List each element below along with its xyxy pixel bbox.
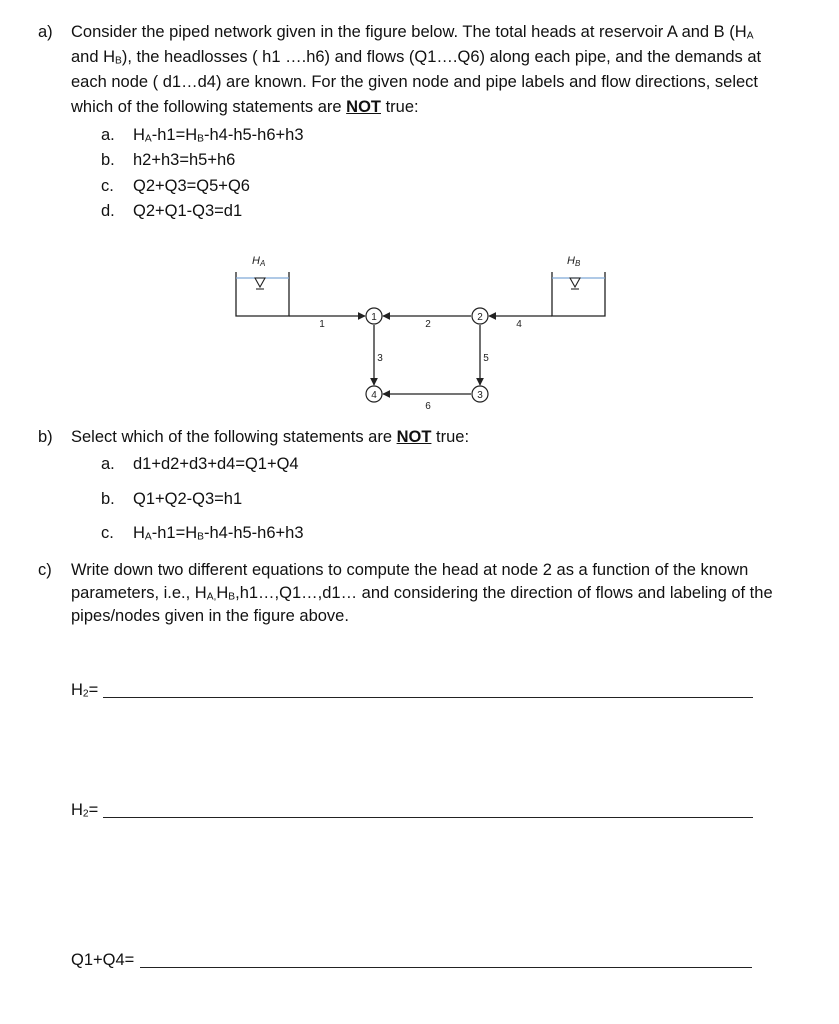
answer-h2-second-line[interactable] <box>103 817 753 818</box>
option-b-letter: b. <box>101 151 115 169</box>
option-c-letter: c. <box>101 177 114 195</box>
option-c-text: Q2+Q3=Q5+Q6 <box>133 177 250 195</box>
option-b-text: h2+h3=h5+h6 <box>133 151 236 169</box>
node-4-label: 4 <box>371 390 377 401</box>
answer-h2-first-label: $H_2=$ <box>71 681 99 700</box>
option-a-letter: a. <box>101 126 115 144</box>
question-a-label: a) <box>38 23 53 41</box>
node-2-label: 2 <box>477 312 483 323</box>
question-a-line-3: each node ( d1…d4) are known. For the given node and pipe labels and flow directions, select <box>71 73 759 91</box>
question-c-line-2: parameters, i.e., $H_{A,}H_B,h1\dots,Q1\dots,d1\dots$ and considering the direction of flows and labeling of the <box>71 584 773 603</box>
option-b-b-text: Q1+Q2-Q3=h1 <box>133 490 243 508</box>
option-b-c-text: $H_A-h1=H_B-h4-h5-h6+h3$ <box>133 524 304 543</box>
option-b-a-text: d1+d2+d3+d4=Q1+Q4 <box>133 455 299 473</box>
not-emphasis: NOT <box>346 98 381 116</box>
pipe-3-label: 3 <box>377 353 383 364</box>
question-c-line-3: pipes/nodes given in the figure above. <box>71 607 349 625</box>
question-a-line-2: and $H_B$), the headlosses ( h1 ….h6) and flows (Q1….Q6) along each pipe, and the demands at <box>71 48 762 67</box>
pipe-5-label: 5 <box>483 353 489 364</box>
answer-h2-first-line[interactable] <box>103 697 753 698</box>
pipe-2-label: 2 <box>425 319 431 330</box>
question-a-line-4: which of the following statements are NOT true: <box>71 98 419 116</box>
option-b-a-letter: a. <box>101 455 115 473</box>
answer-h2-second-label: $H_2=$ <box>71 801 99 820</box>
question-c-label: c) <box>38 561 52 579</box>
question-c-line-1: Write down two different equations to compute the head at node 2 as a function of the known <box>71 561 749 579</box>
option-d-letter: d. <box>101 202 115 220</box>
question-b-label: b) <box>38 428 53 446</box>
question-b-text: Select which of the following statements are NOT true: <box>71 428 470 446</box>
option-b-b-letter: b. <box>101 490 115 508</box>
not-emphasis: NOT <box>396 428 432 446</box>
option-d-text: Q2+Q1-Q3=d1 <box>133 202 243 220</box>
node-1-label: 1 <box>371 312 377 323</box>
question-a-line-1: Consider the piped network given in the figure below. The total heads at reservoir A and B ($H_A$ <box>71 23 754 42</box>
answer-q-sum-label: Q1+Q4= <box>71 951 135 969</box>
pipe-6-label: 6 <box>425 401 431 412</box>
reservoir-b-label: HB <box>567 255 581 268</box>
water-level-b-icon <box>570 278 580 287</box>
reservoir-a-label: HA <box>252 255 266 268</box>
answer-q-sum-line[interactable] <box>140 967 752 968</box>
pipe-1-label: 1 <box>319 319 325 330</box>
option-a-text: $H_A-h1=H_B-h4-h5-h6+h3$ <box>133 126 304 145</box>
option-b-c-letter: c. <box>101 524 114 542</box>
water-level-a-icon <box>255 278 265 287</box>
node-3-label: 3 <box>477 390 483 401</box>
pipe-network-figure <box>0 0 839 420</box>
pipe-4-label: 4 <box>516 319 522 330</box>
